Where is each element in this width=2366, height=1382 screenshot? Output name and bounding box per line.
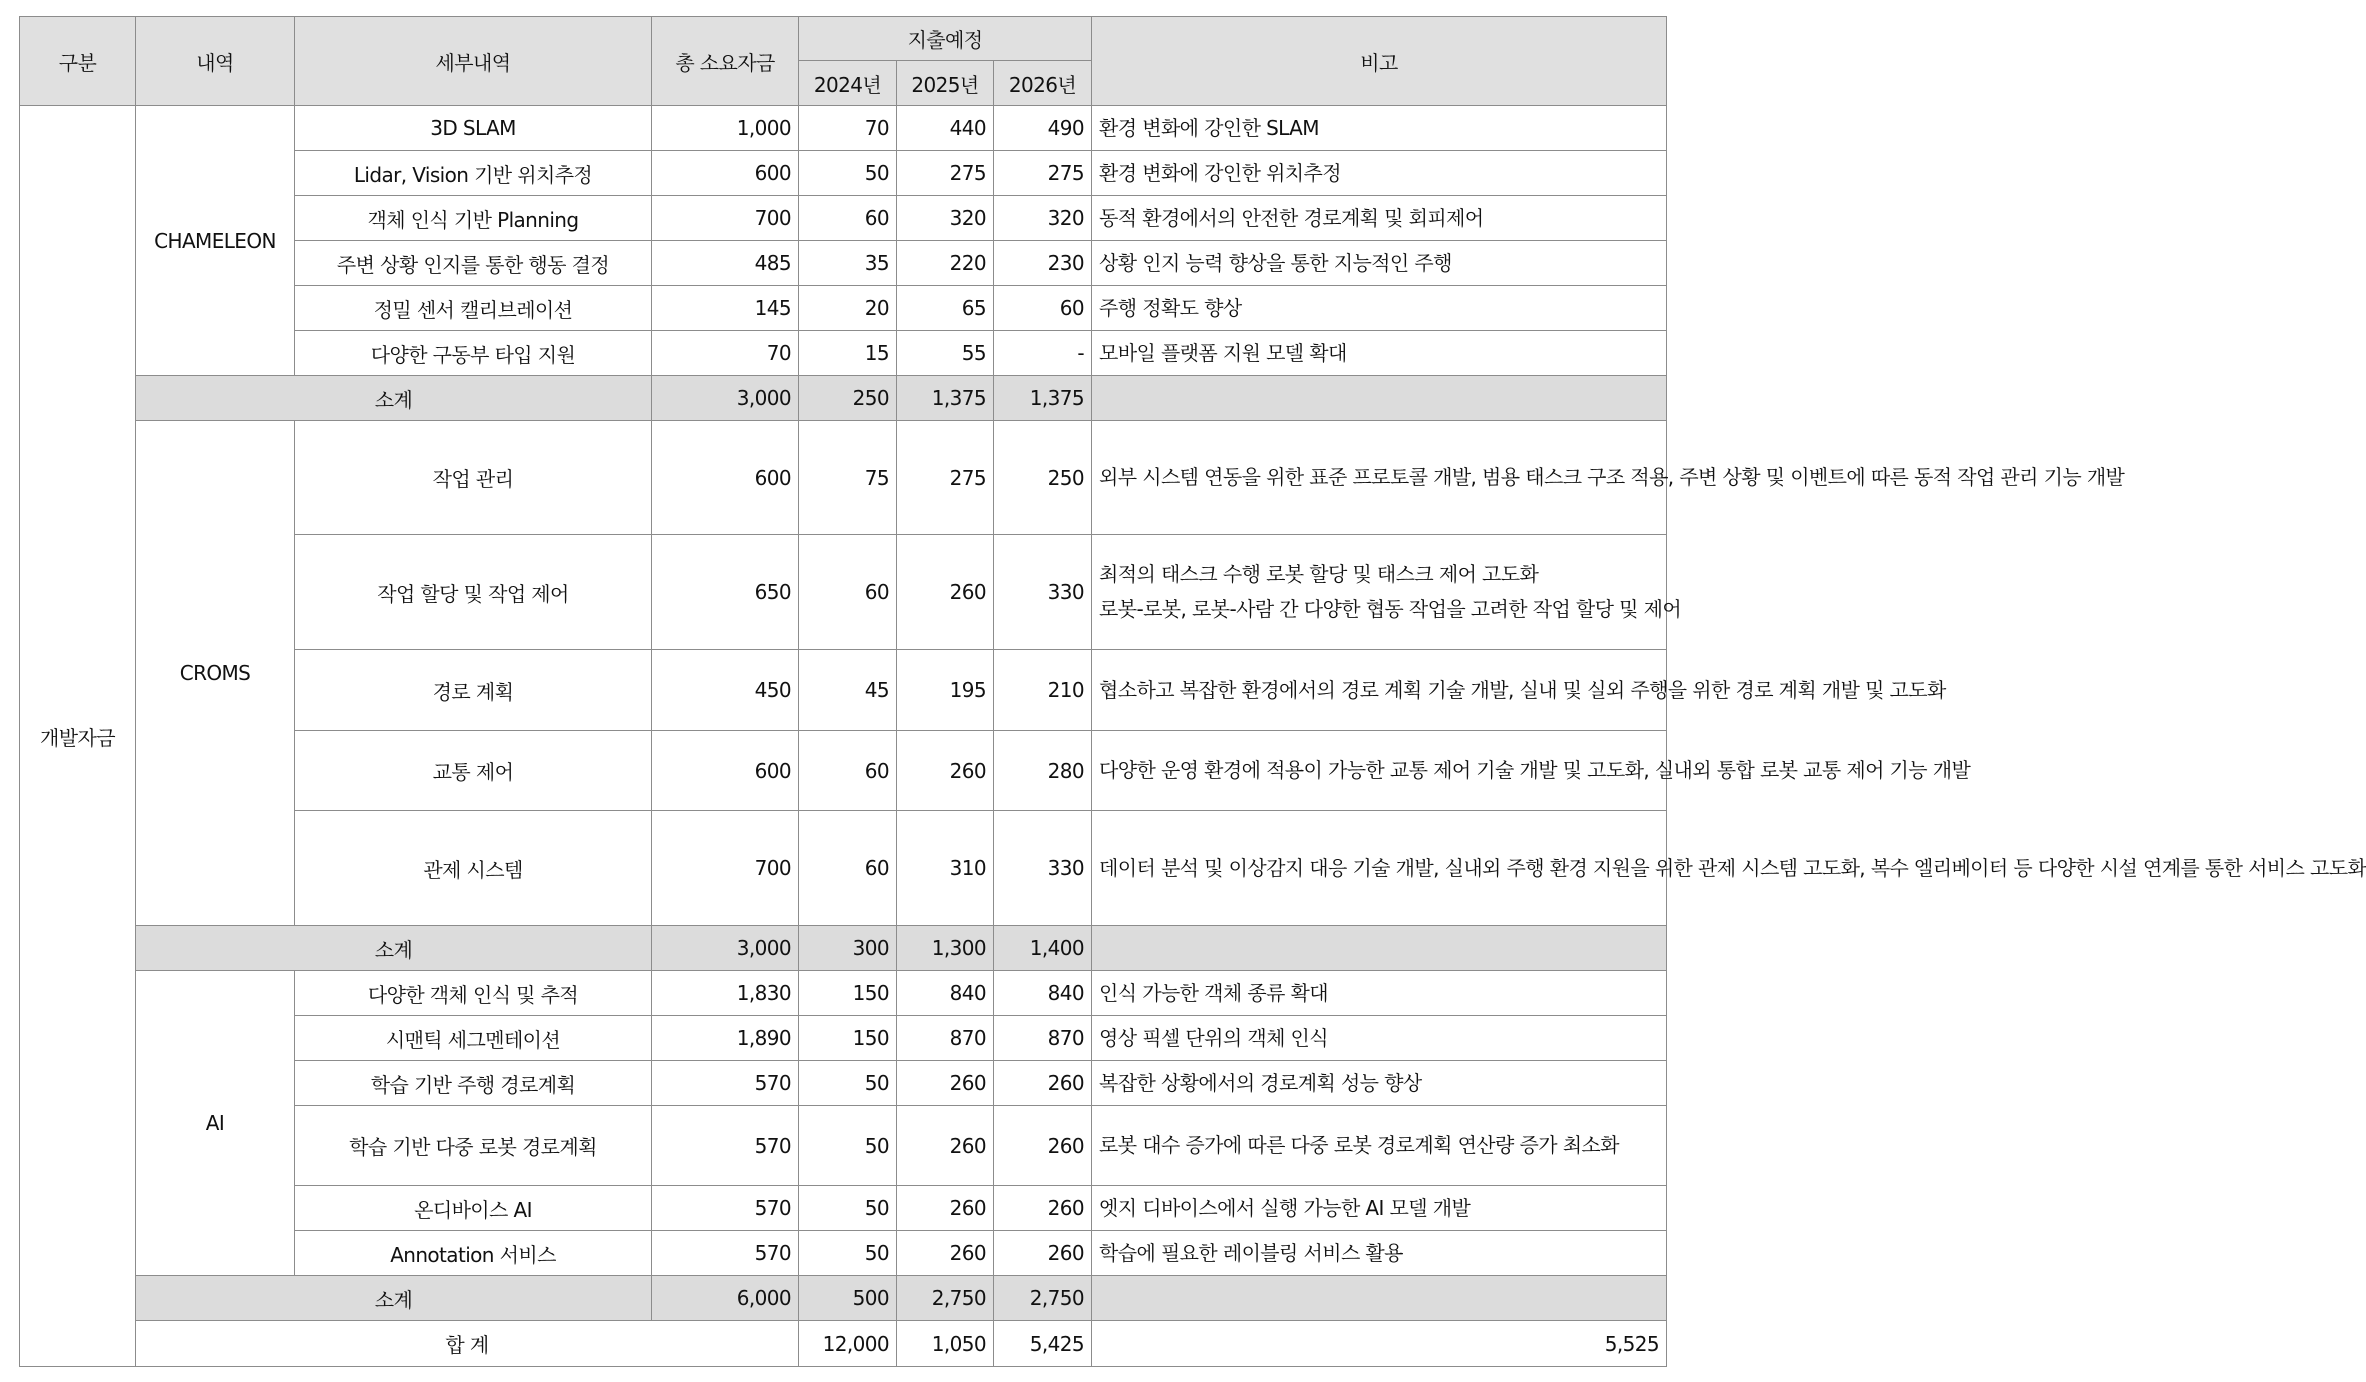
y2025-cell: 260 bbox=[897, 535, 994, 650]
note-line: 최적의 태스크 수행 로봇 할당 및 태스크 제어 고도화 bbox=[1099, 562, 1539, 586]
grand-total-y2026: 5,525 bbox=[1092, 1321, 1667, 1367]
note-cell: 엣지 디바이스에서 실행 가능한 AI 모델 개발 bbox=[1092, 1186, 1667, 1231]
header-detail: 세부내역 bbox=[295, 17, 652, 106]
detail-cell: 정밀 센서 캘리브레이션 bbox=[295, 286, 652, 331]
y2024-cell: 60 bbox=[799, 731, 897, 811]
y2024-cell: 150 bbox=[799, 1016, 897, 1061]
total-cell: 570 bbox=[652, 1186, 799, 1231]
note-cell: 환경 변화에 강인한 위치추정 bbox=[1092, 151, 1667, 196]
note-cell bbox=[1092, 535, 1682, 650]
y2024-cell: 50 bbox=[799, 1106, 897, 1186]
y2026-cell: 870 bbox=[994, 1016, 1092, 1061]
subtotal-y2026: 1,400 bbox=[994, 926, 1092, 971]
subtotal-y2025: 1,375 bbox=[897, 376, 994, 421]
total-cell: 1,830 bbox=[652, 971, 799, 1016]
y2025-cell: 275 bbox=[897, 151, 994, 196]
y2024-cell: 150 bbox=[799, 971, 897, 1016]
subtotal-y2024: 250 bbox=[799, 376, 897, 421]
header-year-2026: 2026년 bbox=[994, 61, 1092, 106]
y2026-cell: 250 bbox=[994, 421, 1092, 535]
y2024-cell: 15 bbox=[799, 331, 897, 376]
detail-cell: 다양한 구동부 타입 지원 bbox=[295, 331, 652, 376]
y2026-cell: 490 bbox=[994, 106, 1092, 151]
subtotal-row-ai bbox=[20, 1276, 1667, 1321]
grand-total-y2024: 1,050 bbox=[897, 1321, 994, 1367]
grand-total-row bbox=[20, 1321, 1667, 1367]
subtotal-label: 소계 bbox=[136, 926, 652, 971]
y2024-cell: 45 bbox=[799, 650, 897, 731]
y2026-cell: 60 bbox=[994, 286, 1092, 331]
total-cell: 570 bbox=[652, 1231, 799, 1276]
grand-total-total: 12,000 bbox=[799, 1321, 897, 1367]
total-cell: 600 bbox=[652, 151, 799, 196]
note-cell: 로봇 대수 증가에 따른 다중 로봇 경로계획 연산량 증가 최소화 bbox=[1092, 1106, 1667, 1186]
note-line: 로봇-로봇, 로봇-사람 간 다양한 협동 작업을 고려한 작업 할당 및 제어 bbox=[1099, 597, 1682, 621]
y2024-cell: 75 bbox=[799, 421, 897, 535]
note-cell: 복잡한 상황에서의 경로계획 성능 향상 bbox=[1092, 1061, 1667, 1106]
y2026-cell: 260 bbox=[994, 1061, 1092, 1106]
y2025-cell: 260 bbox=[897, 1106, 994, 1186]
header-year-2025: 2025년 bbox=[897, 61, 994, 106]
detail-cell: 객체 인식 기반 Planning bbox=[295, 196, 652, 241]
detail-cell: 학습 기반 다중 로봇 경로계획 bbox=[295, 1106, 652, 1186]
total-cell: 450 bbox=[652, 650, 799, 731]
subtotal-y2024: 300 bbox=[799, 926, 897, 971]
header-note: 비고 bbox=[1092, 17, 1667, 106]
note-cell: 데이터 분석 및 이상감지 대응 기술 개발, 실내외 주행 환경 지원을 위한 관제 시스템 고도화, 복수 엘리베이터 등 다양한 시설 연계를 통한 서비스 고도화 bbox=[1092, 811, 1667, 926]
header-item: 내역 bbox=[136, 17, 295, 106]
detail-cell: Lidar, Vision 기반 위치추정 bbox=[295, 151, 652, 196]
funding-table bbox=[19, 16, 2366, 1367]
detail-cell: 다양한 객체 인식 및 추적 bbox=[295, 971, 652, 1016]
subtotal-row-chameleon bbox=[20, 376, 1667, 421]
total-cell: 600 bbox=[652, 421, 799, 535]
note-cell: 주행 정확도 향상 bbox=[1092, 286, 1667, 331]
group-name-croms: CROMS bbox=[136, 421, 295, 926]
y2025-cell: 65 bbox=[897, 286, 994, 331]
y2025-cell: 260 bbox=[897, 731, 994, 811]
detail-cell: 시맨틱 세그멘테이션 bbox=[295, 1016, 652, 1061]
total-cell: 700 bbox=[652, 811, 799, 926]
table-row bbox=[20, 971, 1667, 1016]
total-cell: 600 bbox=[652, 731, 799, 811]
subtotal-total: 3,000 bbox=[652, 926, 799, 971]
note-cell: 환경 변화에 강인한 SLAM bbox=[1092, 106, 1667, 151]
detail-cell: 교통 제어 bbox=[295, 731, 652, 811]
y2026-cell: 320 bbox=[994, 196, 1092, 241]
y2026-cell: 280 bbox=[994, 731, 1092, 811]
y2024-cell: 50 bbox=[799, 1231, 897, 1276]
header-total: 총 소요자금 bbox=[652, 17, 799, 106]
y2026-cell: 275 bbox=[994, 151, 1092, 196]
y2026-cell: 210 bbox=[994, 650, 1092, 731]
y2025-cell: 440 bbox=[897, 106, 994, 151]
subtotal-total: 6,000 bbox=[652, 1276, 799, 1321]
y2024-cell: 50 bbox=[799, 151, 897, 196]
note-cell: 다양한 운영 환경에 적용이 가능한 교통 제어 기술 개발 및 고도화, 실내외 통합 로봇 교통 제어 기능 개발 bbox=[1092, 731, 1667, 811]
detail-cell: 온디바이스 AI bbox=[295, 1186, 652, 1231]
detail-cell: 주변 상황 인지를 통한 행동 결정 bbox=[295, 241, 652, 286]
detail-cell: 학습 기반 주행 경로계획 bbox=[295, 1061, 652, 1106]
detail-cell: 작업 할당 및 작업 제어 bbox=[295, 535, 652, 650]
total-cell: 70 bbox=[652, 331, 799, 376]
note-cell: 동적 환경에서의 안전한 경로계획 및 회피제어 bbox=[1092, 196, 1667, 241]
y2025-cell: 195 bbox=[897, 650, 994, 731]
detail-cell: 관제 시스템 bbox=[295, 811, 652, 926]
y2026-cell: 330 bbox=[994, 811, 1092, 926]
total-cell: 570 bbox=[652, 1061, 799, 1106]
y2025-cell: 220 bbox=[897, 241, 994, 286]
y2026-cell: 260 bbox=[994, 1106, 1092, 1186]
grand-total-label: 합 계 bbox=[136, 1321, 799, 1367]
subtotal-y2026: 1,375 bbox=[994, 376, 1092, 421]
subtotal-y2026: 2,750 bbox=[994, 1276, 1092, 1321]
y2024-cell: 35 bbox=[799, 241, 897, 286]
category-cell: 개발자금 bbox=[20, 106, 136, 1367]
total-cell: 700 bbox=[652, 196, 799, 241]
y2025-cell: 870 bbox=[897, 1016, 994, 1061]
detail-cell: Annotation 서비스 bbox=[295, 1231, 652, 1276]
grand-total-y2025: 5,425 bbox=[994, 1321, 1092, 1367]
y2026-cell: 230 bbox=[994, 241, 1092, 286]
note-cell: 모바일 플랫폼 지원 모델 확대 bbox=[1092, 331, 1667, 376]
header-category: 구분 bbox=[20, 17, 136, 106]
total-cell: 1,890 bbox=[652, 1016, 799, 1061]
table-row bbox=[20, 421, 1667, 535]
note-cell: 인식 가능한 객체 종류 확대 bbox=[1092, 971, 1667, 1016]
table-row bbox=[20, 106, 1667, 151]
group-name-chameleon: CHAMELEON bbox=[136, 106, 295, 376]
y2024-cell: 60 bbox=[799, 196, 897, 241]
note-cell: 협소하고 복잡한 환경에서의 경로 계획 기술 개발, 실내 및 실외 주행을 위한 경로 계획 개발 및 고도화 bbox=[1092, 650, 1667, 731]
y2025-cell: 840 bbox=[897, 971, 994, 1016]
y2024-cell: 70 bbox=[799, 106, 897, 151]
subtotal-note bbox=[1092, 926, 1667, 971]
subtotal-y2024: 500 bbox=[799, 1276, 897, 1321]
subtotal-y2025: 1,300 bbox=[897, 926, 994, 971]
y2025-cell: 260 bbox=[897, 1061, 994, 1106]
subtotal-label: 소계 bbox=[136, 376, 652, 421]
y2026-cell: 260 bbox=[994, 1186, 1092, 1231]
note-cell: 상황 인지 능력 향상을 통한 지능적인 주행 bbox=[1092, 241, 1667, 286]
subtotal-note bbox=[1092, 1276, 1667, 1321]
total-cell: 650 bbox=[652, 535, 799, 650]
subtotal-row-croms bbox=[20, 926, 1667, 971]
y2025-cell: 275 bbox=[897, 421, 994, 535]
y2024-cell: 60 bbox=[799, 535, 897, 650]
subtotal-total: 3,000 bbox=[652, 376, 799, 421]
subtotal-label: 소계 bbox=[136, 1276, 652, 1321]
total-cell: 570 bbox=[652, 1106, 799, 1186]
y2024-cell: 60 bbox=[799, 811, 897, 926]
detail-cell: 경로 계획 bbox=[295, 650, 652, 731]
subtotal-y2025: 2,750 bbox=[897, 1276, 994, 1321]
y2025-cell: 55 bbox=[897, 331, 994, 376]
y2026-cell: - bbox=[994, 331, 1092, 376]
total-cell: 485 bbox=[652, 241, 799, 286]
subtotal-note bbox=[1092, 376, 1667, 421]
header-planned: 지출예정 bbox=[799, 17, 1092, 61]
y2024-cell: 50 bbox=[799, 1186, 897, 1231]
note-cell: 영상 픽셀 단위의 객체 인식 bbox=[1092, 1016, 1667, 1061]
y2026-cell: 840 bbox=[994, 971, 1092, 1016]
note-cell: 외부 시스템 연동을 위한 표준 프로토콜 개발, 범용 태스크 구조 적용, 주변 상황 및 이벤트에 따른 동적 작업 관리 기능 개발 bbox=[1092, 421, 1667, 535]
total-cell: 1,000 bbox=[652, 106, 799, 151]
y2026-cell: 330 bbox=[994, 535, 1092, 650]
detail-cell: 3D SLAM bbox=[295, 106, 652, 151]
y2025-cell: 310 bbox=[897, 811, 994, 926]
y2025-cell: 260 bbox=[897, 1231, 994, 1276]
y2026-cell: 260 bbox=[994, 1231, 1092, 1276]
y2024-cell: 50 bbox=[799, 1061, 897, 1106]
note-cell: 학습에 필요한 레이블링 서비스 활용 bbox=[1092, 1231, 1667, 1276]
y2024-cell: 20 bbox=[799, 286, 897, 331]
total-cell: 145 bbox=[652, 286, 799, 331]
header-year-2024: 2024년 bbox=[799, 61, 897, 106]
y2025-cell: 320 bbox=[897, 196, 994, 241]
group-name-ai: AI bbox=[136, 971, 295, 1276]
y2025-cell: 260 bbox=[897, 1186, 994, 1231]
detail-cell: 작업 관리 bbox=[295, 421, 652, 535]
